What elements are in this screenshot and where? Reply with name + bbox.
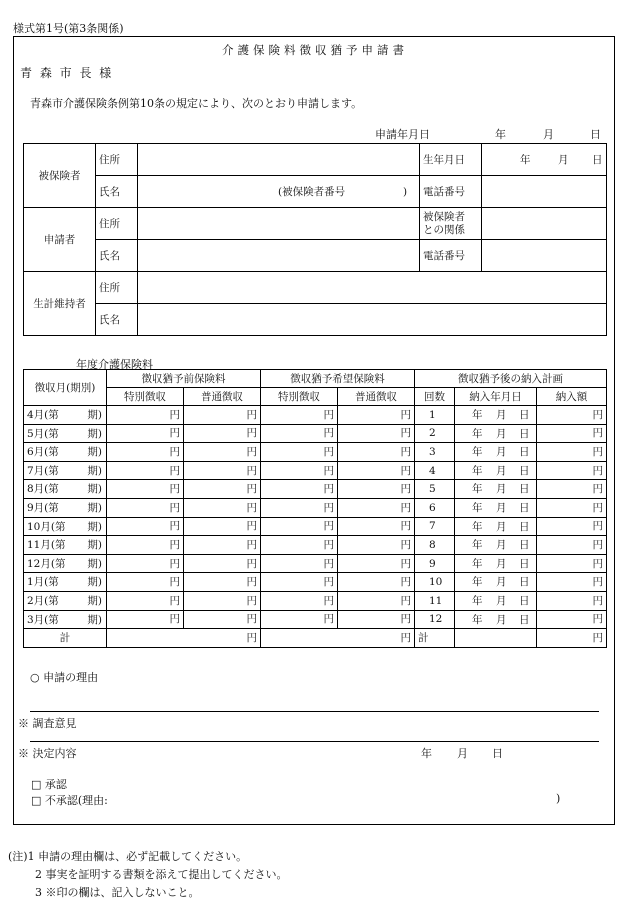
period-suffix: 期)	[87, 520, 102, 533]
note-3: 3 ※印の欄は、記入しないこと。	[35, 886, 200, 899]
insured-name-field[interactable]	[138, 176, 420, 208]
insured-number-close: )	[403, 186, 408, 198]
count-cell: 8	[415, 536, 455, 555]
paydate-month: 月	[496, 613, 507, 626]
month-label: 4月(第	[27, 409, 59, 421]
paydate-year: 年	[472, 557, 483, 570]
investigation-line	[30, 741, 599, 742]
paydate-day: 日	[519, 446, 530, 459]
paydate-day: 日	[519, 464, 530, 477]
header-desired: 徴収猶予希望保険料	[261, 370, 415, 388]
table-row	[24, 610, 607, 629]
period-suffix: 期)	[87, 501, 102, 514]
insured-birth-field[interactable]	[482, 144, 607, 176]
birth-month: 月	[558, 154, 569, 166]
paydate-year: 年	[472, 539, 483, 552]
amount-cell[interactable]: 円	[184, 406, 261, 425]
note-2: 2 事実を証明する書類を添えて提出してください。	[35, 868, 288, 881]
amount-cell[interactable]: 円	[338, 406, 415, 425]
insured-name-label: 氏名	[96, 176, 138, 208]
month-cell	[24, 443, 107, 462]
month-label: 5月(第	[27, 427, 59, 440]
amount-cell[interactable]: 円	[184, 591, 261, 610]
count-cell: 6	[415, 498, 455, 517]
paydate-year: 年	[472, 613, 483, 626]
premium-table	[23, 369, 607, 648]
month-label: 2月(第	[27, 594, 59, 607]
paydate-day: 日	[519, 594, 530, 607]
paydate-month: 月	[496, 409, 507, 421]
amount-cell[interactable]: 円	[107, 554, 184, 573]
reason-label: ○ 申請の理由	[30, 671, 99, 684]
approve-checkbox[interactable]: □ 承認	[31, 778, 67, 791]
paydate-cell[interactable]	[455, 406, 537, 425]
paydate-day: 日	[519, 557, 530, 570]
month-label: 3月(第	[27, 613, 59, 626]
count-cell: 5	[415, 480, 455, 499]
amount-cell[interactable]: 円	[184, 554, 261, 573]
count-cell: 3	[415, 443, 455, 462]
amount-cell[interactable]: 円	[184, 573, 261, 592]
applicant-phone-field[interactable]	[482, 240, 607, 272]
amount-cell[interactable]: 円	[184, 536, 261, 555]
month-label: 7月(第	[27, 464, 59, 477]
payment-amount-cell[interactable]: 円	[537, 461, 607, 480]
insured-label: 被保険者	[24, 144, 96, 208]
header-before-special: 特別徴収	[107, 388, 184, 406]
paydate-cell[interactable]	[455, 610, 537, 629]
amount-cell[interactable]: 円	[107, 443, 184, 462]
insured-phone-field[interactable]	[482, 176, 607, 208]
paydate-month: 月	[496, 539, 507, 552]
period-suffix: 期)	[87, 594, 102, 607]
paydate-cell[interactable]	[455, 461, 537, 480]
paydate-cell[interactable]	[455, 573, 537, 592]
paydate-year: 年	[472, 464, 483, 477]
payment-amount-cell[interactable]: 円	[537, 554, 607, 573]
paydate-day: 日	[519, 501, 530, 514]
birth-day: 日	[592, 154, 603, 166]
paydate-year: 年	[472, 576, 483, 589]
amount-cell[interactable]: 円	[261, 517, 338, 536]
month-cell	[24, 498, 107, 517]
amount-cell[interactable]: 円	[261, 610, 338, 629]
period-suffix: 期)	[87, 613, 102, 626]
amount-cell[interactable]: 円	[184, 498, 261, 517]
period-suffix: 期)	[87, 557, 102, 570]
paydate-day: 日	[519, 427, 530, 440]
month-label: 11月(第	[27, 539, 66, 552]
paydate-month: 月	[496, 483, 507, 496]
persons-table	[23, 143, 607, 336]
payment-amount-cell[interactable]: 円	[537, 517, 607, 536]
supporter-name-field[interactable]	[138, 304, 607, 336]
count-cell: 7	[415, 517, 455, 536]
amount-cell[interactable]: 円	[261, 536, 338, 555]
amount-cell[interactable]: 円	[338, 424, 415, 443]
table-row	[24, 443, 607, 462]
month-cell	[24, 406, 107, 425]
decision-day: 日	[492, 747, 503, 760]
amount-cell[interactable]: 円	[261, 591, 338, 610]
paydate-year: 年	[472, 501, 483, 514]
supporter-address-label: 住所	[96, 272, 138, 304]
paydate-month: 月	[496, 594, 507, 607]
amount-cell[interactable]: 円	[338, 536, 415, 555]
amount-cell[interactable]: 円	[184, 443, 261, 462]
paydate-year: 年	[472, 520, 483, 533]
investigation-label: ※ 調査意見	[18, 717, 77, 730]
reason-line	[30, 711, 599, 712]
month-cell	[24, 424, 107, 443]
amount-cell[interactable]: 円	[107, 610, 184, 629]
table-row	[24, 554, 607, 573]
applicant-name-field[interactable]	[138, 240, 420, 272]
count-cell: 10	[415, 573, 455, 592]
period-suffix: 期)	[87, 464, 102, 477]
month-cell	[24, 573, 107, 592]
amount-cell[interactable]: 円	[261, 498, 338, 517]
insured-phone-label: 電話番号	[420, 176, 482, 208]
insured-address-label: 住所	[96, 144, 138, 176]
paydate-cell[interactable]	[455, 591, 537, 610]
count-cell: 11	[415, 591, 455, 610]
paydate-month: 月	[496, 446, 507, 459]
payment-amount-cell[interactable]: 円	[537, 498, 607, 517]
table-row	[24, 591, 607, 610]
form-title: 介護保険料徴収猶予申請書	[222, 43, 408, 57]
total-desired[interactable]: 円	[261, 629, 415, 648]
period-suffix: 期)	[87, 539, 102, 552]
amount-cell[interactable]: 円	[261, 443, 338, 462]
payment-amount-cell[interactable]: 円	[537, 536, 607, 555]
application-month: 月	[543, 128, 554, 141]
insured-number-label: (被保険者番号	[278, 186, 346, 198]
payment-amount-cell[interactable]: 円	[537, 406, 607, 425]
period-suffix: 期)	[87, 446, 102, 459]
month-cell	[24, 554, 107, 573]
count-cell: 12	[415, 610, 455, 629]
paydate-cell[interactable]	[455, 443, 537, 462]
header-before: 徴収猶予前保険料	[107, 370, 261, 388]
paydate-day: 日	[519, 520, 530, 533]
amount-cell[interactable]: 円	[107, 424, 184, 443]
paydate-year: 年	[472, 446, 483, 459]
amount-cell[interactable]: 円	[184, 424, 261, 443]
count-cell: 1	[415, 406, 455, 425]
month-cell	[24, 536, 107, 555]
amount-cell[interactable]: 円	[107, 591, 184, 610]
amount-cell[interactable]: 円	[338, 480, 415, 499]
month-label: 8月(第	[27, 483, 59, 496]
supporter-label: 生計維持者	[24, 272, 96, 336]
payment-amount-cell[interactable]: 円	[537, 480, 607, 499]
note-1: (注)1 申請の理由欄は、必ず記載してください。	[8, 850, 248, 863]
month-cell	[24, 461, 107, 480]
month-label: 12月(第	[27, 557, 66, 570]
total-amount[interactable]: 円	[537, 629, 607, 648]
supporter-name-label: 氏名	[96, 304, 138, 336]
payment-amount-cell[interactable]: 円	[537, 591, 607, 610]
relation-line-2: との関係	[423, 223, 465, 236]
table-row	[24, 461, 607, 480]
payment-amount-cell[interactable]: 円	[537, 424, 607, 443]
table-row	[24, 406, 607, 425]
amount-cell[interactable]: 円	[107, 498, 184, 517]
month-cell	[24, 480, 107, 499]
payment-amount-cell[interactable]: 円	[537, 443, 607, 462]
total-row	[24, 629, 607, 648]
header-plan: 徴収猶予後の納入計画	[415, 370, 607, 388]
paydate-year: 年	[472, 427, 483, 440]
amount-cell[interactable]: 円	[261, 480, 338, 499]
month-label: 9月(第	[27, 501, 59, 514]
total-count-label: 計	[415, 629, 455, 648]
amount-cell[interactable]: 円	[338, 573, 415, 592]
amount-cell[interactable]: 円	[338, 498, 415, 517]
insured-birth-label: 生年月日	[420, 144, 482, 176]
addressee: 青 森 市 長 様	[20, 66, 114, 80]
month-label: 1月(第	[27, 576, 59, 589]
fiscal-year-caption: 年度介護保険料	[76, 358, 153, 371]
header-month: 徴収月(期別)	[24, 370, 107, 406]
total-paydate	[455, 629, 537, 648]
paydate-year: 年	[472, 483, 483, 496]
paydate-day: 日	[519, 483, 530, 496]
paydate-month: 月	[496, 520, 507, 533]
amount-cell[interactable]: 円	[261, 554, 338, 573]
amount-cell[interactable]: 円	[107, 461, 184, 480]
amount-cell[interactable]: 円	[338, 443, 415, 462]
payment-amount-cell[interactable]: 円	[537, 610, 607, 629]
amount-cell[interactable]: 円	[338, 610, 415, 629]
month-label: 6月(第	[27, 446, 59, 459]
total-before[interactable]: 円	[107, 629, 261, 648]
amount-cell[interactable]: 円	[107, 517, 184, 536]
amount-cell[interactable]: 円	[338, 591, 415, 610]
paydate-month: 月	[496, 501, 507, 514]
period-suffix: 期)	[87, 576, 102, 589]
amount-cell[interactable]: 円	[107, 573, 184, 592]
form-number: 様式第1号(第3条関係)	[13, 22, 124, 35]
decision-label: ※ 決定内容	[18, 747, 77, 760]
amount-cell[interactable]: 円	[184, 517, 261, 536]
paydate-day: 日	[519, 409, 530, 421]
insured-address-field[interactable]	[138, 144, 420, 176]
applicant-label: 申請者	[24, 208, 96, 272]
amount-cell[interactable]: 円	[338, 461, 415, 480]
paydate-day: 日	[519, 539, 530, 552]
amount-cell[interactable]: 円	[261, 573, 338, 592]
paydate-day: 日	[519, 613, 530, 626]
amount-cell[interactable]: 円	[107, 480, 184, 499]
relation-line-1: 被保険者	[423, 210, 465, 223]
month-label: 10月(第	[27, 520, 66, 533]
application-day: 日	[590, 128, 601, 141]
header-desired-normal: 普通徴収	[338, 388, 415, 406]
amount-cell[interactable]: 円	[184, 480, 261, 499]
header-count: 回数	[415, 388, 455, 406]
table-row	[24, 424, 607, 443]
table-row	[24, 517, 607, 536]
amount-cell[interactable]: 円	[107, 406, 184, 425]
amount-cell[interactable]: 円	[184, 461, 261, 480]
applicant-relation-label	[420, 208, 482, 240]
total-label: 計	[24, 629, 107, 648]
header-desired-special: 特別徴収	[261, 388, 338, 406]
paydate-cell[interactable]	[455, 498, 537, 517]
paydate-cell[interactable]	[455, 517, 537, 536]
reject-checkbox[interactable]: □ 不承認(理由:	[31, 794, 108, 807]
intro-text: 青森市介護保険条例第10条の規定により、次のとおり申請します。	[30, 97, 363, 110]
amount-cell[interactable]: 円	[338, 554, 415, 573]
table-row	[24, 536, 607, 555]
applicant-phone-label: 電話番号	[420, 240, 482, 272]
count-cell: 9	[415, 554, 455, 573]
paydate-year: 年	[472, 594, 483, 607]
table-row	[24, 498, 607, 517]
paydate-month: 月	[496, 576, 507, 589]
application-year: 年	[495, 128, 506, 141]
paydate-month: 月	[496, 427, 507, 440]
table-row	[24, 573, 607, 592]
applicant-relation-field[interactable]	[482, 208, 607, 240]
month-cell	[24, 610, 107, 629]
decision-month: 月	[457, 747, 468, 760]
applicant-address-field[interactable]	[138, 208, 420, 240]
birth-year: 年	[520, 154, 531, 166]
amount-cell[interactable]: 円	[261, 424, 338, 443]
amount-cell[interactable]: 円	[107, 536, 184, 555]
reject-close: )	[556, 792, 561, 805]
application-date-label: 申請年月日	[375, 128, 430, 141]
period-suffix: 期)	[87, 427, 102, 440]
amount-cell[interactable]: 円	[261, 406, 338, 425]
header-paydate: 納入年月日	[455, 388, 537, 406]
paydate-cell[interactable]	[455, 536, 537, 555]
paydate-month: 月	[496, 557, 507, 570]
applicant-address-label: 住所	[96, 208, 138, 240]
paydate-year: 年	[472, 409, 483, 421]
period-suffix: 期)	[87, 409, 102, 421]
amount-cell[interactable]: 円	[261, 461, 338, 480]
count-cell: 4	[415, 461, 455, 480]
table-row	[24, 480, 607, 499]
amount-cell[interactable]: 円	[184, 610, 261, 629]
amount-cell[interactable]: 円	[338, 517, 415, 536]
month-cell	[24, 517, 107, 536]
paydate-cell[interactable]	[455, 480, 537, 499]
payment-amount-cell[interactable]: 円	[537, 573, 607, 592]
paydate-month: 月	[496, 464, 507, 477]
period-suffix: 期)	[87, 483, 102, 496]
paydate-day: 日	[519, 576, 530, 589]
paydate-cell[interactable]	[455, 424, 537, 443]
applicant-name-label: 氏名	[96, 240, 138, 272]
paydate-cell[interactable]	[455, 554, 537, 573]
header-before-normal: 普通徴収	[184, 388, 261, 406]
supporter-address-field[interactable]	[138, 272, 607, 304]
count-cell: 2	[415, 424, 455, 443]
header-amount: 納入額	[537, 388, 607, 406]
month-cell	[24, 591, 107, 610]
decision-year: 年	[421, 747, 432, 760]
